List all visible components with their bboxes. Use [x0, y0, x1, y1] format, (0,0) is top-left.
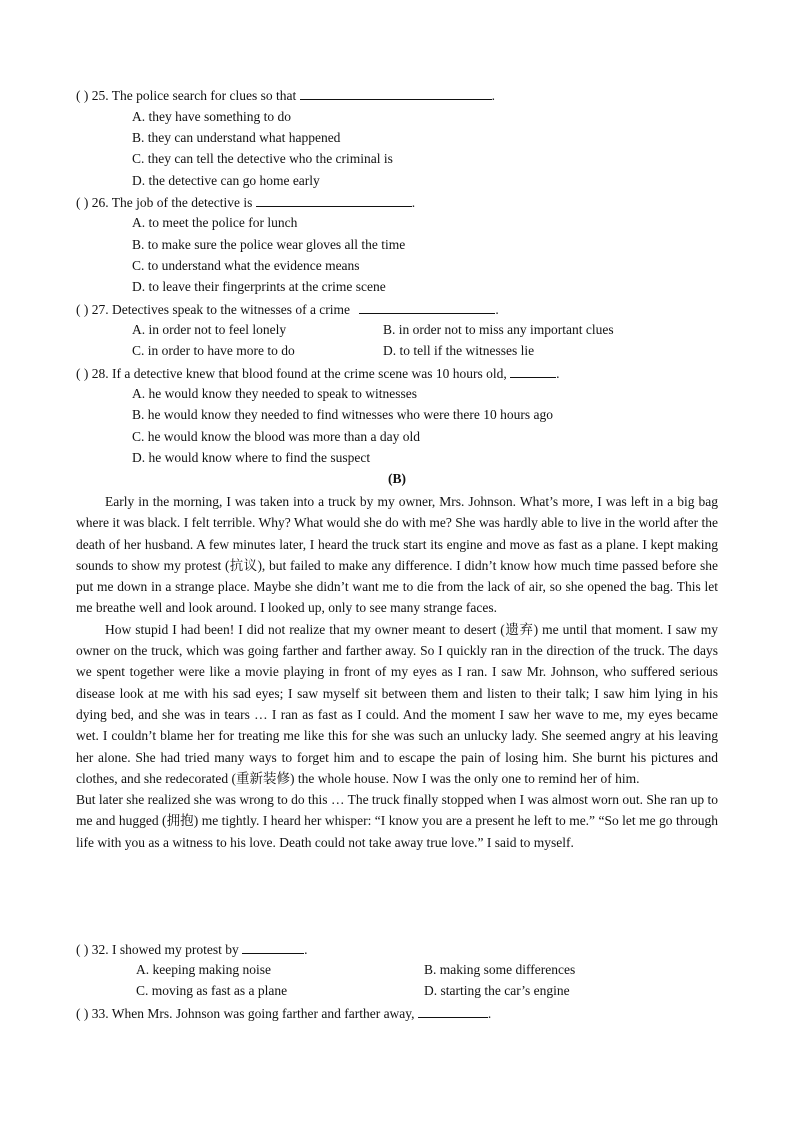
option-a[interactable]: A. they have something to do: [132, 109, 291, 124]
question-number: ( ) 27.: [76, 302, 109, 317]
question-number: ( ) 32.: [76, 942, 109, 957]
option-d[interactable]: D. the detective can go home early: [132, 173, 320, 188]
question-number: ( ) 26.: [76, 195, 109, 210]
option-b[interactable]: B. to make sure the police wear gloves all the time: [132, 237, 406, 252]
answer-blank[interactable]: [359, 300, 495, 314]
question-number: ( ) 33.: [76, 1006, 109, 1021]
option-b[interactable]: B. he would know they needed to find witnesses who were there 10 hours ago: [132, 407, 554, 422]
question-stem: When Mrs. Johnson was going farther and farther away,: [111, 1006, 415, 1021]
answer-blank[interactable]: [256, 193, 412, 207]
answer-blank[interactable]: [510, 364, 556, 378]
question-number: ( ) 28.: [76, 366, 109, 381]
section-title: (B): [388, 471, 406, 486]
question-stem: If a detective knew that blood found at the crime scene was 10 hours old,: [112, 366, 507, 381]
option-c[interactable]: C. moving as fast as a plane: [136, 983, 288, 998]
question-stem: I showed my protest by: [112, 942, 239, 957]
option-a[interactable]: A. he would know they needed to speak to witnesses: [132, 386, 417, 401]
question-stem: The police search for clues so that: [111, 88, 297, 103]
question-32: ( ) 32. I showed my protest by .: [76, 942, 308, 957]
option-d[interactable]: D. starting the car’s engine: [424, 983, 570, 998]
answer-blank[interactable]: [242, 940, 304, 954]
option-a[interactable]: A. keeping making noise: [136, 962, 271, 977]
question-25: ( ) 25. The police search for clues so that .: [76, 88, 495, 103]
option-c[interactable]: C. in order to have more to do: [132, 343, 295, 358]
question-stem: Detectives speak to the witnesses of a crime: [112, 302, 351, 317]
option-c[interactable]: C. he would know the blood was more than a day old: [132, 429, 420, 444]
option-b[interactable]: B. making some differences: [424, 962, 576, 977]
option-b[interactable]: B. they can understand what happened: [132, 130, 341, 145]
option-d[interactable]: D. to tell if the witnesses lie: [383, 343, 535, 358]
option-c[interactable]: C. they can tell the detective who the criminal is: [132, 151, 393, 166]
option-d[interactable]: D. he would know where to find the suspect: [132, 450, 371, 465]
option-d[interactable]: D. to leave their fingerprints at the crime scene: [132, 279, 386, 294]
reading-passage: [76, 491, 718, 853]
answer-blank[interactable]: [418, 1004, 488, 1018]
question-27: ( ) 27. Detectives speak to the witnesses of a crime .: [76, 302, 499, 317]
option-a[interactable]: A. in order not to feel lonely: [132, 322, 287, 337]
passage-paragraph: Early in the morning, I was taken into a truck by my owner, Mrs. Johnson. What’s more, I was left in a big bag where it was black. I felt terrible. Why? What would she do with me? She was hardly able to live in the world after the death of her husband. A few minutes later, I heard the truck start its engine and move as fast as a plane. I kept making sounds to show my protest (抗议), but failed to make any difference. I didn’t know how much time passed before she put me down in a strange place. Maybe she didn’t want me to die from the lack of air, so she opened the bag. This let me breathe well and look around. I looked up, only to see many strange faces.: [76, 494, 718, 616]
passage-paragraph: But later she realized she was wrong to do this … The truck finally stopped when I was almost worn out. She ran up to me and hugged (拥抱) me tightly. I heard her whisper: “I know you are a present he left to me.” “So let me go through life with you as a witness to his love. Death could not take away true love.” I said to myself.: [76, 792, 718, 850]
question-number: ( ) 25.: [76, 88, 109, 103]
option-c[interactable]: C. to understand what the evidence means: [132, 258, 360, 273]
passage-paragraph: How stupid I had been! I did not realize that my owner meant to desert (遗弃) me until that moment. I saw my owner on the truck, which was going farther and farther away. So I quickly ran in the direction of the truck. The days we spent together were like a movie playing in front of my eyes as I ran. I saw Mr. Johnson, who suffered serious disease look at me with his sad eyes; I saw myself sit between them and listen to their talk; I saw him lying in his dying bed, and she was in tears … I ran as fast as I could. And the moment I saw her wave to me, my eyes became wet. I couldn’t blame her for treating me like this for she was such an unlucky lady. She seemed angry at his leaving her alone. She had tried many ways to forget him and to escape the pain of losing him. She burnt his pictures and clothes, and she redecorated (重新装修) the whole house. Now I was the only one to remind her of him.: [76, 621, 718, 786]
question-stem: The job of the detective is: [111, 195, 253, 210]
option-a[interactable]: A. to meet the police for lunch: [132, 215, 298, 230]
question-33: ( ) 33. When Mrs. Johnson was going farther and farther away, .: [76, 1006, 492, 1021]
option-b[interactable]: B. in order not to miss any important clues: [383, 322, 614, 337]
question-26: ( ) 26. The job of the detective is .: [76, 195, 416, 210]
answer-blank[interactable]: [300, 86, 492, 100]
question-28: ( ) 28. If a detective knew that blood found at the crime scene was 10 hours old, .: [76, 366, 560, 381]
